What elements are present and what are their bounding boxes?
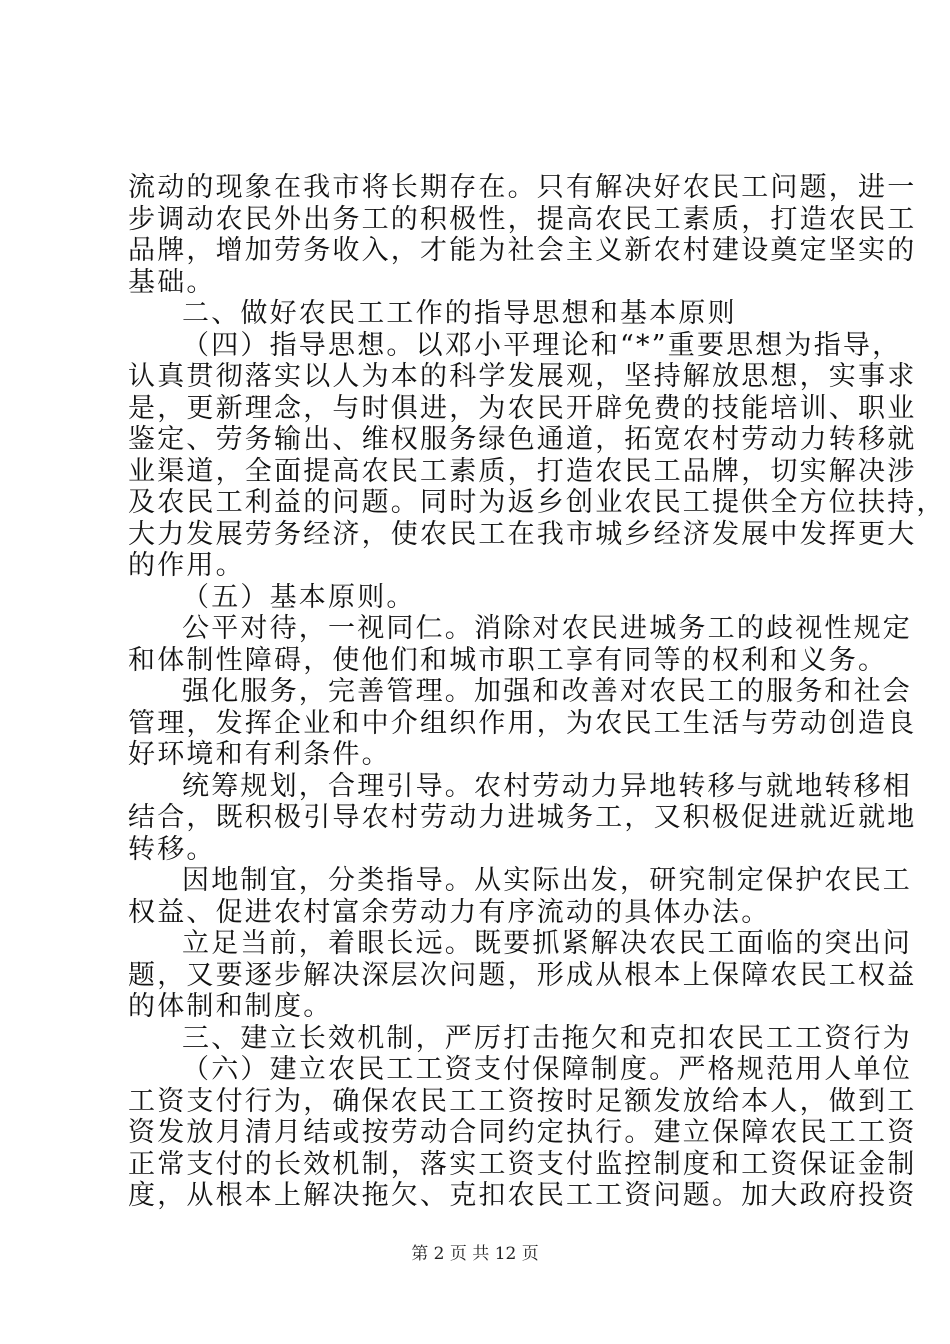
text-line: 二、做好农民工工作的指导思想和基本原则 (182, 298, 737, 329)
text-line: 资发放月清月结或按劳动合同约定执行。建立保障农民工工资 (128, 1117, 917, 1148)
text-line: 权益、促进农村富余劳动力有序流动的具体办法。 (128, 896, 771, 928)
text-line: 管理，发挥企业和中介组织作用，为农民工生活与劳动创造良 (128, 707, 917, 739)
text-line: 转移。 (128, 833, 216, 865)
text-line: 流动的现象在我市将长期存在。只有解决好农民工问题，进一 (128, 172, 917, 203)
text-line: 品牌，增加劳务收入，才能为社会主义新农村建设奠定坚实的 (128, 235, 917, 266)
text-line: 步调动农民外出务工的积极性，提高农民工素质，打造农民工 (128, 203, 917, 235)
page-footer: 第 2 页 共 12 页 (411, 1244, 539, 1264)
document-body (128, 172, 946, 1212)
text-line: 强化服务，完善管理。加强和改善对农民工的服务和社会 (182, 676, 912, 707)
text-line: 大力发展劳务经济，使农民工在我市城乡经济发展中发挥更大 (128, 518, 917, 550)
text-line: 工资支付行为，确保农民工工资按时足额发放给本人，做到工 (128, 1085, 917, 1117)
text-line: 统筹规划，合理引导。农村劳动力异地转移与就地转移相 (182, 770, 912, 802)
text-line: 的体制和制度。 (128, 991, 333, 1022)
text-line: 业渠道，全面提高农民工素质，打造农民工品牌，切实解决涉 (128, 455, 917, 487)
text-line: 度，从根本上解决拖欠、克扣农民工工资问题。加大政府投资 (128, 1180, 917, 1211)
text-line: 的作用。 (128, 550, 245, 581)
text-line: 因地制宜，分类指导。从实际出发，研究制定保护农民工 (182, 865, 912, 896)
text-line: 三、建立长效机制，严厉打击拖欠和克扣农民工工资行为 (182, 1022, 912, 1054)
text-line: 结合，既积极引导农村劳动力进城务工，又积极促进就近就地 (128, 802, 917, 833)
text-line: （六）建立农民工工资支付保障制度。严格规范用人单位 (182, 1054, 912, 1085)
text-line: 基础。 (128, 266, 216, 298)
text-line: 正常支付的长效机制，落实工资支付监控制度和工资保证金制 (128, 1148, 917, 1180)
text-line: 好环境和有利条件。 (128, 739, 391, 770)
text-line: 题，又要逐步解决深层次问题，形成从根本上保障农民工权益 (128, 959, 917, 991)
text-line: 认真贯彻落实以人为本的科学发展观，坚持解放思想，实事求 (128, 361, 917, 392)
text-line: （四）指导思想。以邓小平理论和“*”重要思想为指导， (182, 329, 902, 361)
text-line: 及农民工利益的问题。同时为返乡创业农民工提供全方位扶持， (128, 487, 946, 518)
text-line: 是，更新理念，与时俱进，为农民开辟免费的技能培训、职业 (128, 392, 917, 424)
text-line: 和体制性障碍，使他们和城市职工享有同等的权利和义务。 (128, 644, 888, 676)
text-line: 立足当前，着眼长远。既要抓紧解决农民工面临的突出问 (182, 928, 912, 959)
text-line: 公平对待，一视同仁。消除对农民进城务工的歧视性规定 (182, 613, 912, 644)
text-line: 鉴定、劳务输出、维权服务绿色通道，拓宽农村劳动力转移就 (128, 424, 917, 455)
text-line: （五）基本原则。 (182, 581, 416, 613)
